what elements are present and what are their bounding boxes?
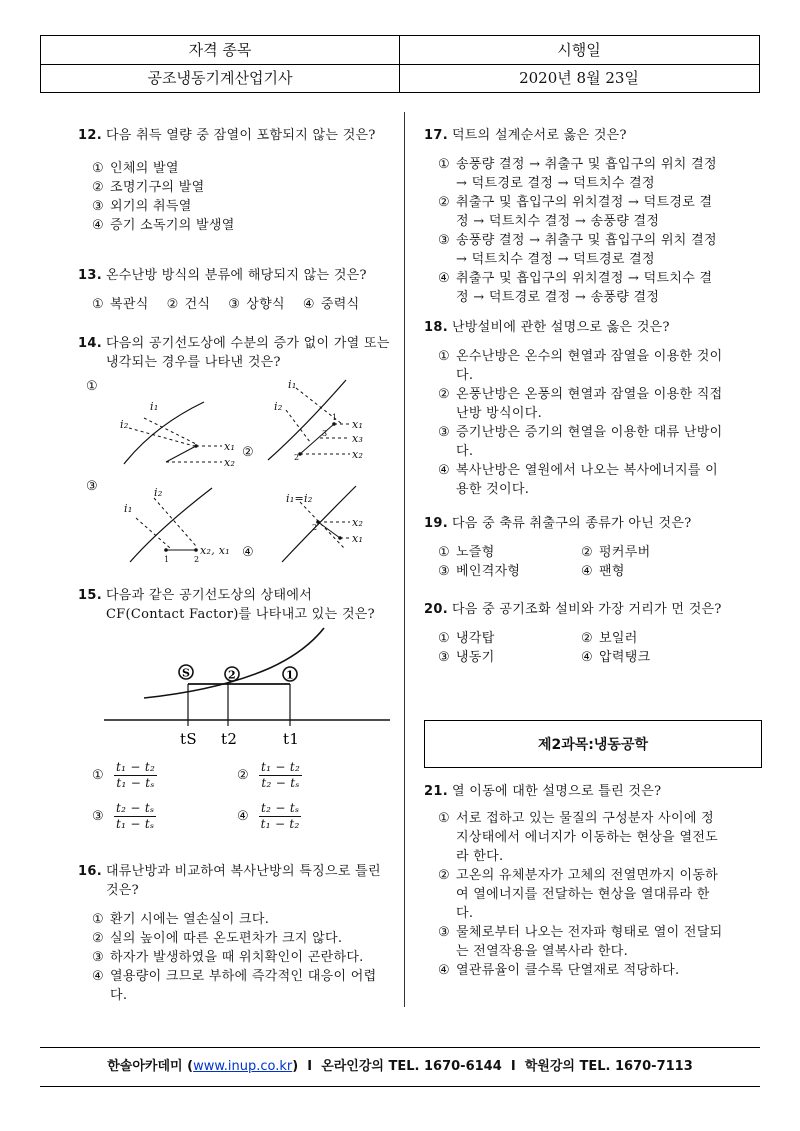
question-14 <box>78 334 390 372</box>
tick-ts: tS <box>180 730 197 746</box>
point-1: 1 <box>332 413 338 422</box>
label-i1: i₁ <box>124 502 133 515</box>
label-i1: i₁ <box>288 378 297 391</box>
label-x1: x₁ <box>352 532 364 545</box>
option-1: ① 서로 접하고 있는 물질의 구성분자 사이에 정지상태에서 에너지가 이동하는 현상을 열전도라 한다. <box>438 811 719 864</box>
point-2: 2 <box>294 453 300 462</box>
point-1: 1 <box>286 668 294 682</box>
option-2: ② 온풍난방은 온풍의 현열과 잠열을 이용한 직접난방 방식이다. <box>438 387 723 421</box>
label-i1: i₁ <box>150 400 159 413</box>
option-4: ④ 열용량이 크므로 부하에 즉각적인 대응이 어렵다. <box>92 969 377 1003</box>
question-text: 난방설비에 관한 설명으로 옳은 것은? <box>451 320 670 335</box>
option-1: ① 냉각탑 <box>438 631 495 646</box>
question-13 <box>78 266 390 314</box>
question-text: 다음과 같은 공기선도상의 상태에서 CF(Contact Factor)를 나타내고 있는 것은? <box>105 588 375 622</box>
question-text: 다음 중 축류 취출구의 종류가 아닌 것은? <box>451 516 692 531</box>
footer-url-link[interactable]: www.inup.co.kr <box>193 1059 293 1074</box>
option-4: ④ 팬형 <box>581 564 625 579</box>
label-x1: x₁ <box>352 418 364 431</box>
question-20 <box>424 600 724 667</box>
question-number: 21. <box>424 784 448 799</box>
option-3: ③ 송풍량 결정 → 취출구 및 흡입구의 위치 결정 → 덕트치수 결정 → 덕트경로 결정 <box>438 233 717 267</box>
question-number: 12. <box>78 128 102 143</box>
point-1: 1 <box>164 555 170 564</box>
subject-section-box: 제2과목:냉동공학 <box>424 720 762 768</box>
option-4: ④ 취출구 및 흡입구의 위치결정 → 덕트치수 결정 → 덕트경로 결정 → 송풍량 결정 <box>438 271 713 305</box>
header-value-subject: 공조냉동기계산업기사 <box>41 64 400 92</box>
diagram-mark-4: ④ <box>242 545 254 560</box>
label-x2x1: x₂, x₁ <box>200 544 231 557</box>
question-number: 20. <box>424 602 448 617</box>
point-2: 2 <box>228 668 236 682</box>
label-x2: x₂ <box>352 448 364 461</box>
option-3: ③ 상향식 <box>228 297 285 312</box>
option-4: ④ 중력식 <box>302 297 360 312</box>
question-number: 19. <box>424 516 448 531</box>
label-x2: x₂ <box>352 516 364 529</box>
header-row-values <box>41 64 759 92</box>
question-17 <box>424 126 724 307</box>
question-text: 다음 중 공기조화 설비와 가장 거리가 먼 것은? <box>451 602 722 617</box>
question-21 <box>424 782 724 980</box>
option-1: ① 송풍량 결정 → 취출구 및 흡입구의 위치 결정 → 덕트경로 결정 → 덕트치수 결정 <box>438 157 717 191</box>
point-2: 2 <box>194 555 200 564</box>
header-row-labels <box>41 36 759 65</box>
footer-academy: 한솔아카데미 <box>107 1059 183 1074</box>
question-18 <box>424 318 724 499</box>
question-number: 16. <box>78 864 102 879</box>
label-x3: x₃ <box>352 432 364 445</box>
option-4: ④ 복사난방은 열원에서 나오는 복사에너지를 이용한 것이다. <box>438 463 719 497</box>
label-i1-eq-i2: i₁=i₂ <box>286 492 313 505</box>
option-1: ① 복관식 <box>92 297 149 312</box>
option-1: ① 온수난방은 온수의 현열과 잠열을 이용한 것이다. <box>438 349 723 383</box>
question-text: 대류난방과 비교하여 복사난방의 특징으로 틀린 것은? <box>105 864 381 898</box>
question-12 <box>78 126 390 235</box>
label-i2: i₂ <box>154 486 163 499</box>
label-i2: i₂ <box>274 400 283 413</box>
tick-t1: t1 <box>283 730 300 746</box>
question-number: 14. <box>78 336 102 351</box>
saturation-curve <box>124 402 204 464</box>
option-3: ③ 물체로부터 나오는 전자파 형태로 열이 전달되는 전열작용을 열복사라 한다. <box>438 925 723 959</box>
option-4: ④ 압력탱크 <box>581 650 651 665</box>
option-1: ① 노즐형 <box>438 545 495 560</box>
option-4: ④ 열관류율이 클수록 단열재로 적당하다. <box>438 963 680 978</box>
saturation-curve <box>144 628 324 698</box>
diagram-mark-1: ① <box>86 379 98 394</box>
fraction-options <box>92 760 382 832</box>
point-3: 3 <box>322 429 328 438</box>
question-text: 온수난방 방식의 분류에 해당되지 않는 것은? <box>105 268 367 283</box>
option-1: ① 환기 시에는 열손실이 크다. <box>92 912 270 927</box>
footer-offline-phone: 학원강의 TEL. 1670-7113 <box>524 1059 693 1074</box>
question-text: 다음의 공기선도상에 수분의 증가 없이 가열 또는 냉각되는 경우를 나타낸 것은? <box>105 336 390 370</box>
question-text: 열 이동에 대한 설명으로 틀린 것은? <box>451 784 662 799</box>
options-inline <box>92 295 390 314</box>
footer-separator: I <box>307 1059 313 1074</box>
label-x1: x₁ <box>224 440 236 453</box>
option-1: ① 인체의 발열 <box>92 161 179 176</box>
question-16 <box>78 862 390 1005</box>
question-text: 다음 취득 열량 중 잠열이 포함되지 않는 것은? <box>105 128 376 143</box>
question-number: 18. <box>424 320 448 335</box>
option-2: ② 취출구 및 흡입구의 위치결정 → 덕트경로 결정 → 덕트치수 결정 → 송풍량 결정 <box>438 195 713 229</box>
point-2: 2 <box>312 523 318 532</box>
footer: 한솔아카데미 (www.inup.co.kr) I 온라인강의 TEL. 1670-6144 I 학원강의 TEL. 1670-7113 <box>40 1047 760 1087</box>
option-2: ② $\frac{\text{t₁ − t₂}}{\text{t₂ − tₛ}}$ <box>237 760 301 790</box>
diagram-mark-3: ③ <box>86 479 98 494</box>
tick-t2: t2 <box>221 730 238 746</box>
column-divider <box>404 112 405 1007</box>
option-2: ② 펑커루버 <box>581 545 651 560</box>
psychrometric-diagrams-q14 <box>84 378 390 574</box>
option-2: ② 고온의 유체분자가 고체의 전열면까지 이동하여 열에너지를 전달하는 현상을 열대류라 한다. <box>438 868 719 921</box>
option-3: ③ 외기의 취득열 <box>92 199 192 214</box>
options-grid <box>438 543 724 581</box>
option-3: ③ $\frac{\text{t₂ − tₛ}}{\text{t₁ − tₛ}}$ <box>92 801 155 831</box>
question-number: 15. <box>78 588 102 603</box>
question-number: 17. <box>424 128 448 143</box>
option-3: ③ 냉동기 <box>438 650 495 665</box>
question-text: 덕트의 설계순서로 옳은 것은? <box>451 128 627 143</box>
option-3: ③ 하자가 발생하였을 때 위치확인이 곤란하다. <box>92 950 364 965</box>
header-table <box>40 35 760 93</box>
header-value-date: 2020년 8월 23일 <box>519 69 639 87</box>
question-number: 13. <box>78 268 102 283</box>
options-grid <box>438 629 724 667</box>
option-3: ③ 증기난방은 증기의 현열을 이용한 대류 난방이다. <box>438 425 723 459</box>
option-1: ① $\frac{\text{t₁ − t₂}}{\text{t₁ − tₛ}}$ <box>92 760 156 790</box>
label-x2: x₂ <box>224 456 236 469</box>
option-3: ③ 베인격자형 <box>438 564 521 579</box>
header-label-subject: 자격 종목 <box>41 36 400 64</box>
option-2: ② 조명기구의 발열 <box>92 180 205 195</box>
option-2: ② 보일러 <box>581 631 638 646</box>
diagram-mark-2: ② <box>242 445 254 460</box>
option-4: ④ $\frac{\text{t₂ − tₛ}}{\text{t₁ − t₂}}$ <box>237 801 300 831</box>
point-s: S <box>182 666 191 680</box>
label-i2: i₂ <box>120 418 129 431</box>
contact-factor-diagram <box>100 616 390 746</box>
question-19 <box>424 514 724 581</box>
footer-online-phone: 온라인강의 TEL. 1670-6144 <box>321 1059 502 1074</box>
footer-separator: I <box>510 1059 516 1074</box>
option-4: ④ 증기 소독기의 발생열 <box>92 218 235 233</box>
option-2: ② 실의 높이에 따른 온도편차가 크지 않다. <box>92 931 343 946</box>
header-label-date: 시행일 <box>557 41 601 59</box>
option-2: ② 건식 <box>166 297 211 312</box>
